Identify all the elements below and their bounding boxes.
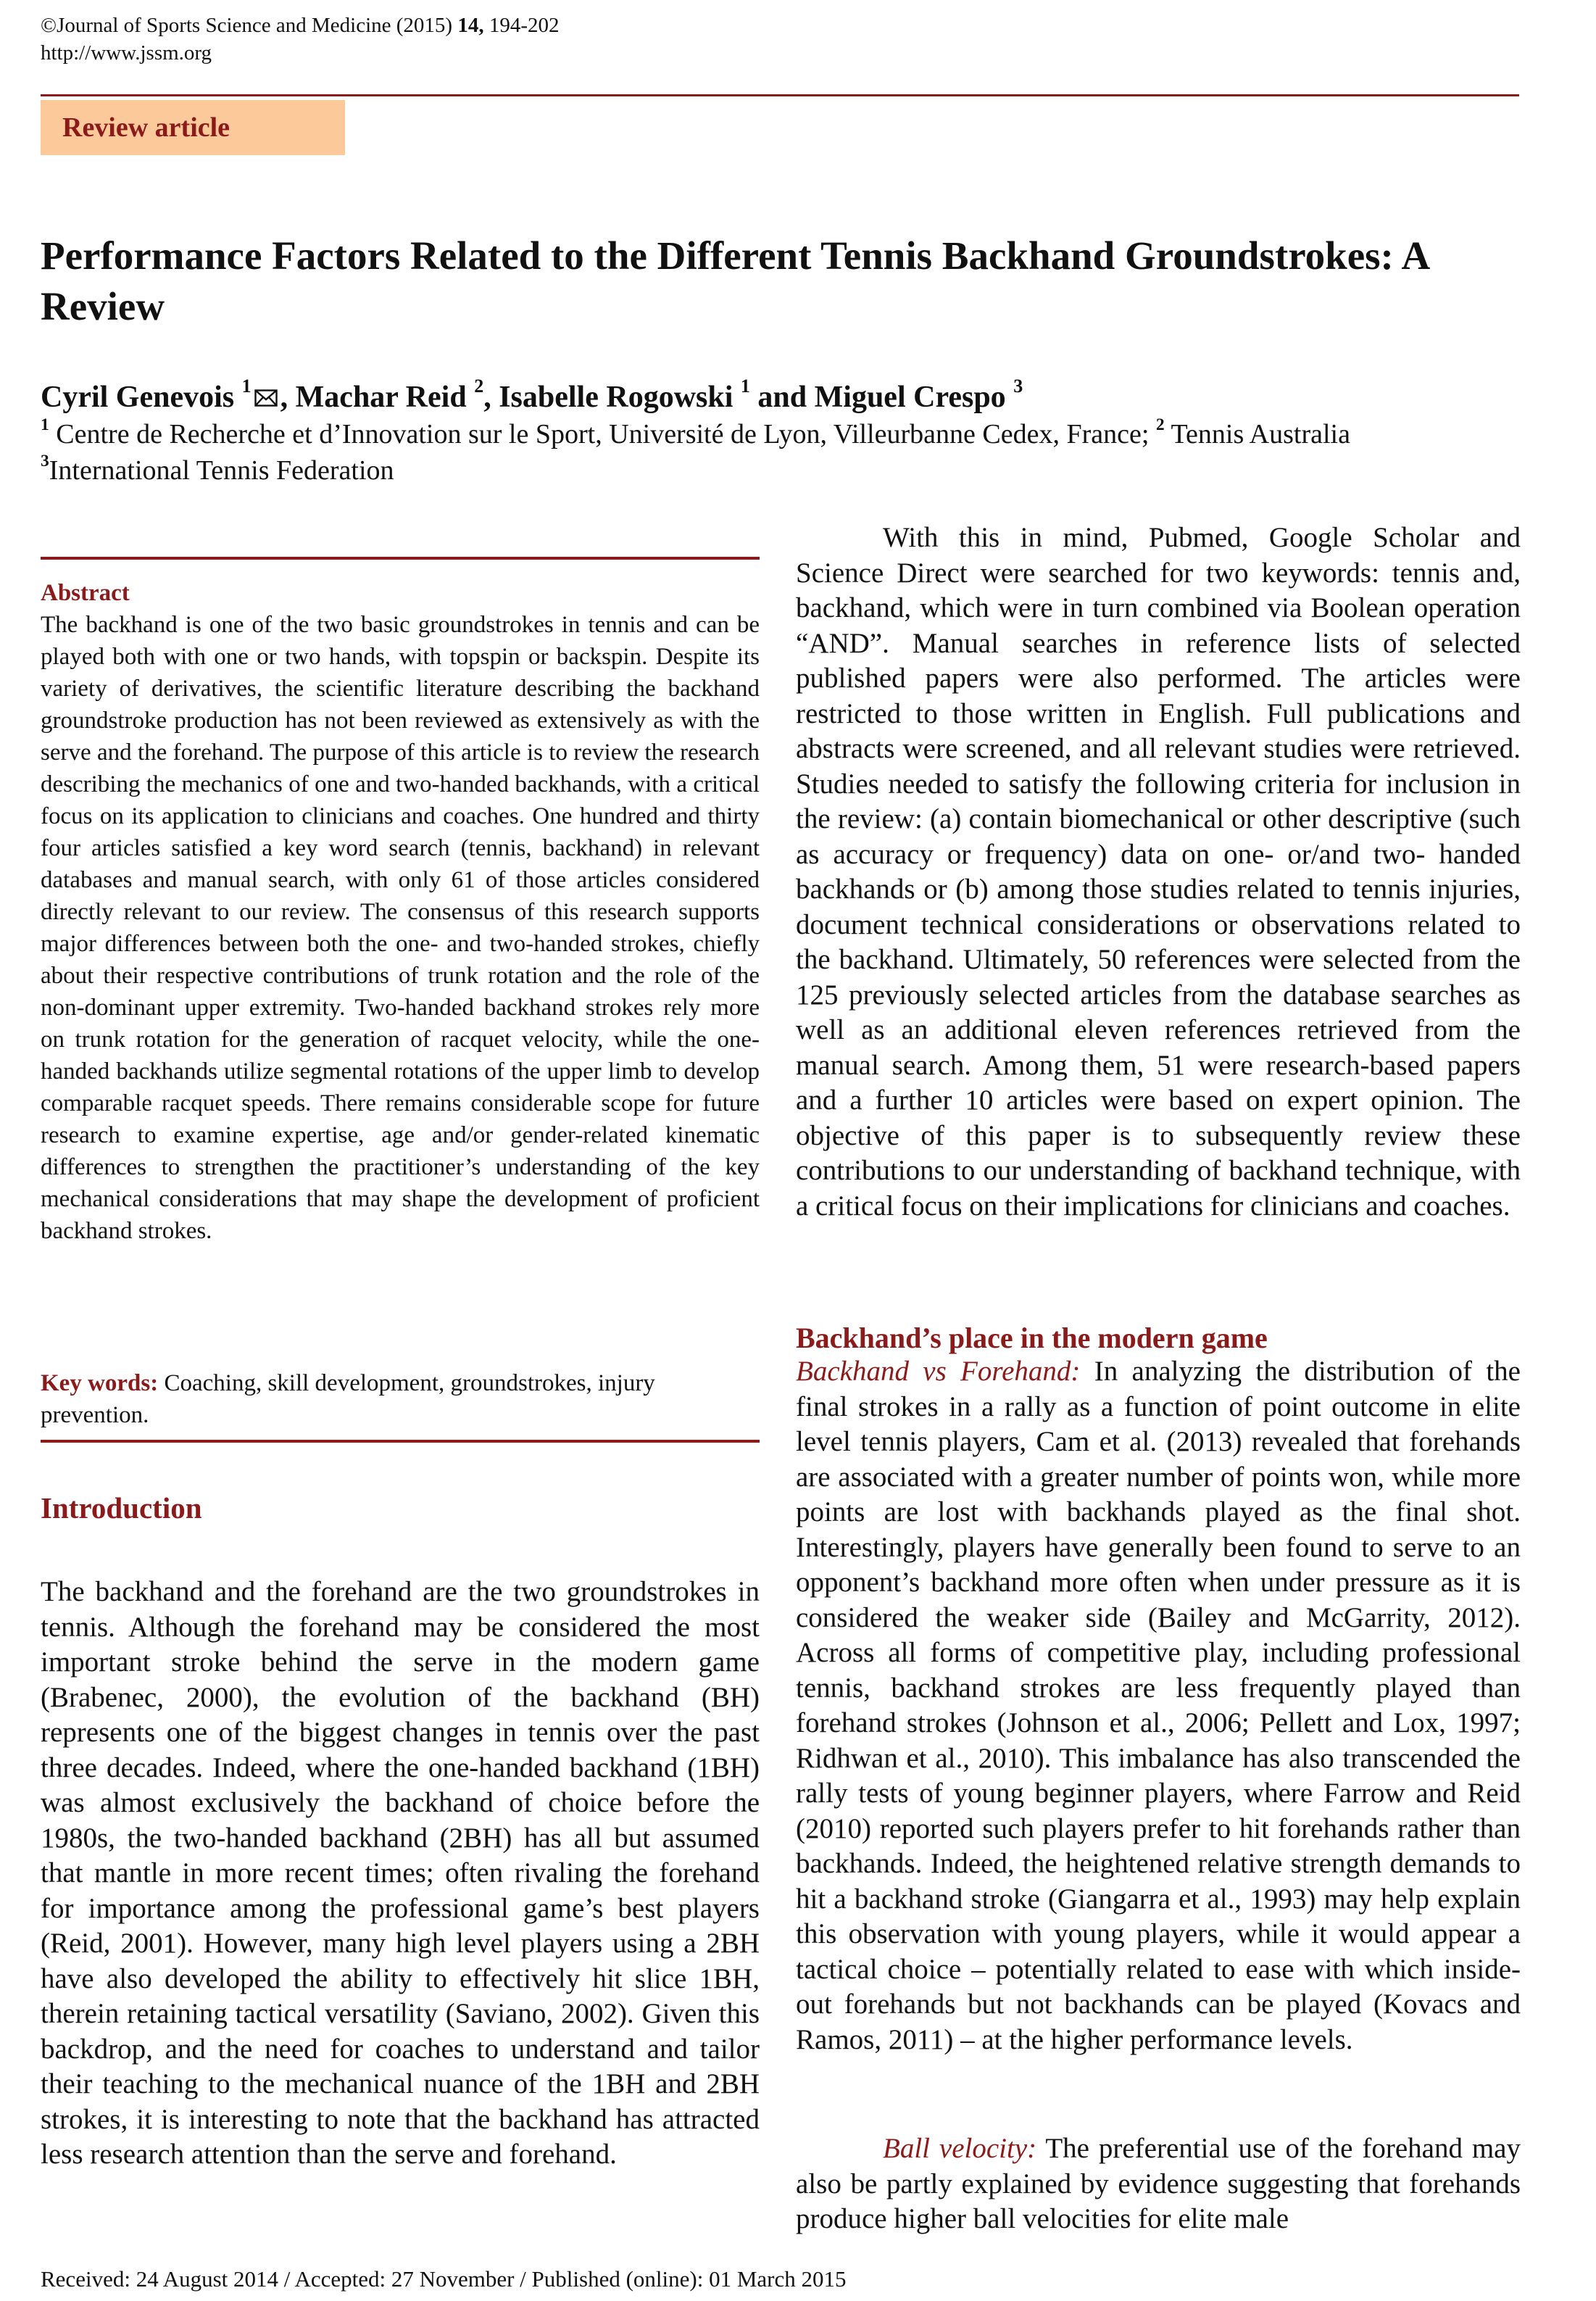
- envelope-icon[interactable]: [254, 389, 278, 407]
- abstract-bottom-divider: [41, 1440, 760, 1443]
- header-divider: [41, 94, 1519, 96]
- abstract-text: The backhand is one of the two basic groundstrokes in tennis and can be played both with one or two hands, with topspin or backspin. Despite its variety of derivatives, the scientific literature describing the backhand groundstroke production has not been reviewed as extensively as with the serve and the forehand. The purpose of this article is to review the research describing the mechanics of one and two-handed backhands, with a critical focus on its application to clinicians and coaches. One hundred and thirty four articles satisfied a key word search (tennis, backhand) in relevant databases and manual search, with only 61 of those articles considered directly relevant to our review. The consensus of this research supports major differences between both the one- and two-handed strokes, chiefly about their respective contributions of trunk rotation and the role of the non-dominant upper extremity. Two-handed backhand strokes rely more on trunk rotation for the generation of racquet velocity, while the one-handed backhands utilize segmental rotations of the upper limb to develop comparable racquet speeds. There remains considerable scope for future research to examine expertise, age and/or gender-related kinematic differences to strengthen the practitioner’s understanding of the key mechanical considerations that may shape the development of proficient backhand strokes.: [41, 612, 760, 1244]
- journal-header: [41, 12, 560, 67]
- keywords-text: Coaching, skill development, groundstrokes, injury prevention.: [41, 1370, 655, 1428]
- journal-url[interactable]: http://www.jssm.org: [41, 41, 212, 65]
- article-type-badge: [41, 100, 345, 155]
- subheading-ball-velocity: Ball velocity:: [883, 2133, 1037, 2164]
- received-dates-footer: Received: 24 August 2014 / Accepted: 27 November / Published (online): 01 March 2015: [41, 2266, 847, 2292]
- section-heading-modern-game: Backhand’s place in the modern game: [796, 1322, 1268, 1354]
- methods-paragraph: With this in mind, Pubmed, Google Scholar and Science Direct were searched for two keywords: tennis and, backhand, which were in turn combined via Boolean operation “AND”. Manual searches in reference lists of selected published papers were also performed. The articles were restricted to those written in English. Full publications and abstracts were screened, and all relevant studies were retrieved. Studies needed to satisfy the following criteria for inclusion in the review: (a) contain biomechanical or other descriptive (such as accuracy or frequency) data on one- or/and two- handed backhands or (b) among those studies related to tennis injuries, document technical considerations or observations related to the backhand. Ultimately, 50 references were selected from the 125 previously selected articles from the database searches as well as an additional eleven references retrieved from the manual search. Among them, 51 were research-based papers and a further 10 articles were based on expert opinion. The objective of this paper is to subsequently review these contributions to our understanding of backhand technique, with a critical focus on their implications for clinicians and coaches.: [796, 522, 1521, 1222]
- affiliations: $^1$ Centre de Recherche et d’Innovation sur le Sport, Université de Lyon, Villeurbanne Cedex, France; $^2$ Tennis Australia $^3$International Tennis Federation: [41, 415, 1350, 486]
- introduction-text: The backhand and the forehand are the two groundstrokes in tennis. Although the forehand may be considered the most important stroke behind the serve in the modern game (Brabenec, 2000), the evolution of the backhand (BH) represents one of the biggest changes in tennis over the past three decades. Indeed, where the one-handed backhand (1BH) was almost exclusively the backhand of choice before the 1980s, the two-handed backhand (2BH) has all but assumed that mantle in more recent times; often rivaling the forehand for importance among the professional game’s best players (Reid, 2001). However, many high level players using a 2BH have also developed the ability to effectively hit slice 1BH, therein retaining tactical versatility (Saviano, 2002). Given this backdrop, and the need for coaches to understand and tailor their teaching to the mechanical nuance of the 1BH and 2BH strokes, it is interesting to note that the backhand has attracted less research attention than the serve and forehand.: [41, 1576, 760, 2170]
- abstract-heading: Abstract: [41, 580, 130, 606]
- article-title: Performance Factors Related to the Different Tennis Backhand Groundstrokes: A Review: [41, 233, 1429, 328]
- abstract-top-divider: [41, 557, 760, 560]
- journal-citation: ©Journal of Sports Science and Medicine (2015) 14, 194-202: [41, 14, 560, 37]
- backhand-vs-forehand-paragraph: Backhand vs Forehand: In analyzing the distribution of the final strokes in a rally as a function of point outcome in elite level tennis players, Cam et al. (2013) revealed that forehands are associated with a greater number of points won, while more points are lost with backhands played as the final shot. Interestingly, players have generally been found to serve to an opponent’s backhand more often when under pressure as it is considered the weaker side (Bailey and McGarrity, 2012). Across all forms of competitive play, including professional tennis, backhand strokes are less frequently played than forehand strokes (Johnson et al., 2006; Pellett and Lox, 1997; Ridhwan et al., 2010). This imbalance has also transcended the rally tests of young beginner players, where Farrow and Reid (2010) reported such players prefer to hit forehands rather than backhands. Indeed, the heightened relative strength demands to hit a backhand stroke (Giangarra et al., 1993) may help explain this observation with young players, while it would appear a tactical choice – potentially related to ease with which inside-out forehands but not backhands can be played (Kovacs and Ramos, 2011) – at the higher performance levels.: [796, 1356, 1521, 2055]
- ball-velocity-paragraph: Ball velocity: The preferential use of the forehand may also be partly explained by evidence suggesting that forehands produce higher ball velocities for elite male: [796, 2133, 1521, 2234]
- article-type-label: Review article: [62, 112, 230, 143]
- journal-volume: 14,: [457, 14, 484, 37]
- keywords: [41, 1367, 760, 1431]
- author-list: Cyril Genevois $^1$ , Machar Reid $^2$, Isabelle Rogowski $^1$ and Miguel Crespo $^3$: [41, 375, 1023, 414]
- introduction-heading: Introduction: [41, 1491, 202, 1525]
- keywords-label: Key words:: [41, 1370, 159, 1396]
- subheading-backhand-vs-forehand: Backhand vs Forehand:: [796, 1356, 1081, 1387]
